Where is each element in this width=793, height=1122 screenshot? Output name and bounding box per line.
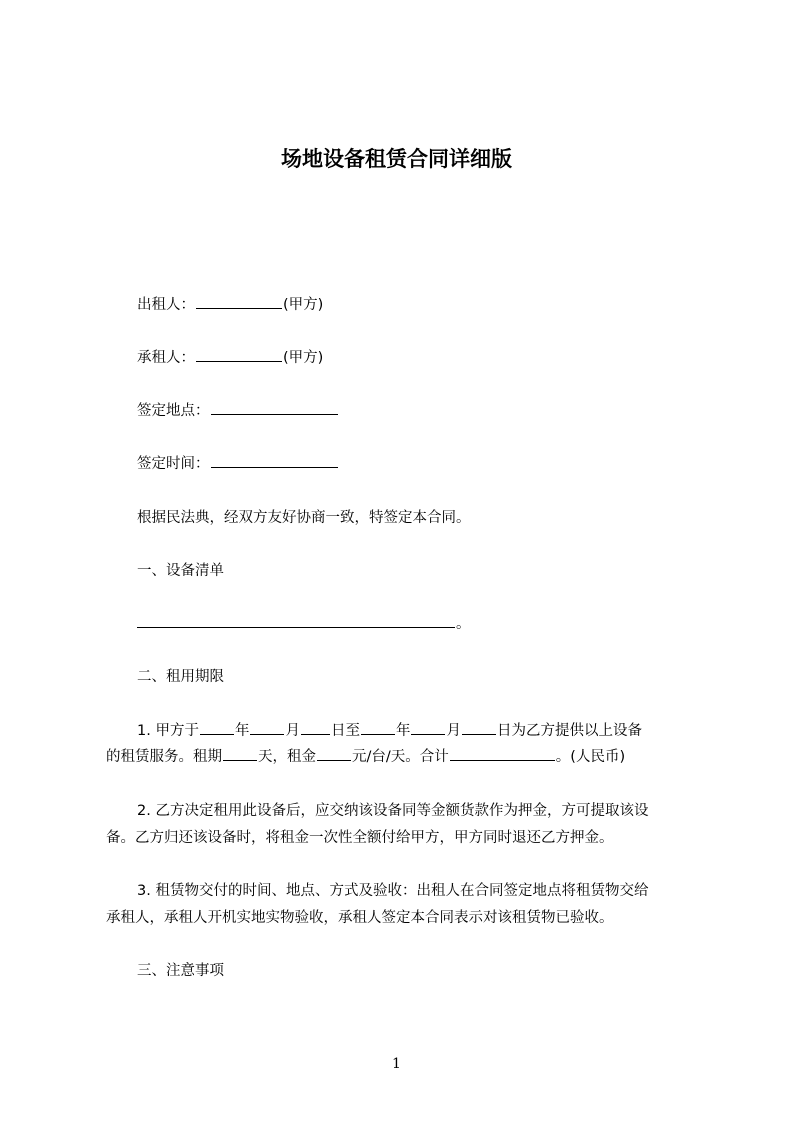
lease-term-text: 年 <box>395 723 411 739</box>
lessee-label: 承租人： <box>137 350 195 366</box>
delivery-clause-line1: 3. 租赁物交付的时间、地点、方式及验收：出租人在合同签定地点将租赁物交给 <box>137 883 649 899</box>
preamble: 根据民法典，经双方友好协商一致，特签定本合同。 <box>137 510 471 526</box>
end-month-blank <box>411 719 445 735</box>
lease-term-text: 日至 <box>330 723 360 739</box>
start-day-blank <box>301 719 330 735</box>
delivery-clause-line2: 承租人，承租人开机实地实物验收，承租人签定本合同表示对该租赁物已验收。 <box>106 910 614 926</box>
document-title: 场地设备租赁合同详细版 <box>281 147 512 171</box>
section2-heading: 二、租用期限 <box>137 669 224 685</box>
lease-term-text: 的租赁服务。租期 <box>106 749 222 765</box>
start-year-blank <box>200 719 234 735</box>
page-number: 1 <box>392 1056 401 1072</box>
rent-rate-blank <box>317 745 351 761</box>
sign-place-label: 签定地点： <box>137 403 210 419</box>
sign-time-blank <box>211 452 338 468</box>
sign-time-line <box>137 452 339 473</box>
lessee-line <box>137 346 323 367</box>
lease-term-text: 月 <box>285 723 300 739</box>
equipment-list-blank <box>137 612 455 628</box>
lessee-blank <box>196 346 282 362</box>
section3-heading: 三、注意事项 <box>137 963 224 979</box>
sign-place-line <box>137 399 339 420</box>
sign-place-blank <box>211 399 338 415</box>
lease-term-text: 1. 甲方于 <box>137 723 199 739</box>
lessor-line <box>137 293 323 314</box>
total-amount-blank <box>450 745 555 761</box>
deposit-clause-line1: 2. 乙方决定租用此设备后，应交纳该设备同等金额货款作为押金，方可提取该设 <box>137 803 649 819</box>
lease-term-text: 元/台/天。合计 <box>352 749 449 765</box>
lease-term-line1 <box>137 719 642 740</box>
lease-term-text: 。(人民币) <box>555 749 626 765</box>
lease-days-blank <box>223 745 257 761</box>
lessor-label: 出租人： <box>137 297 195 313</box>
equipment-list-end: 。 <box>456 616 471 632</box>
lease-term-text: 月 <box>446 723 461 739</box>
lease-term-text: 日为乙方提供以上设备 <box>496 723 642 739</box>
lease-term-line2 <box>106 745 625 766</box>
equipment-list-line <box>137 612 471 633</box>
lessee-suffix: (甲方) <box>283 350 324 366</box>
lessor-blank <box>196 293 282 309</box>
lease-term-text: 天，租金 <box>258 749 316 765</box>
sign-time-label: 签定时间： <box>137 456 210 472</box>
start-month-blank <box>250 719 284 735</box>
lease-term-text: 年 <box>234 723 250 739</box>
deposit-clause-line2: 备。乙方归还该设备时，将租金一次性全额付给甲方，甲方同时退还乙方押金。 <box>106 830 614 846</box>
lessor-suffix: (甲方) <box>283 297 324 313</box>
section1-heading: 一、设备清单 <box>137 563 224 579</box>
end-year-blank <box>361 719 395 735</box>
end-day-blank <box>462 719 496 735</box>
